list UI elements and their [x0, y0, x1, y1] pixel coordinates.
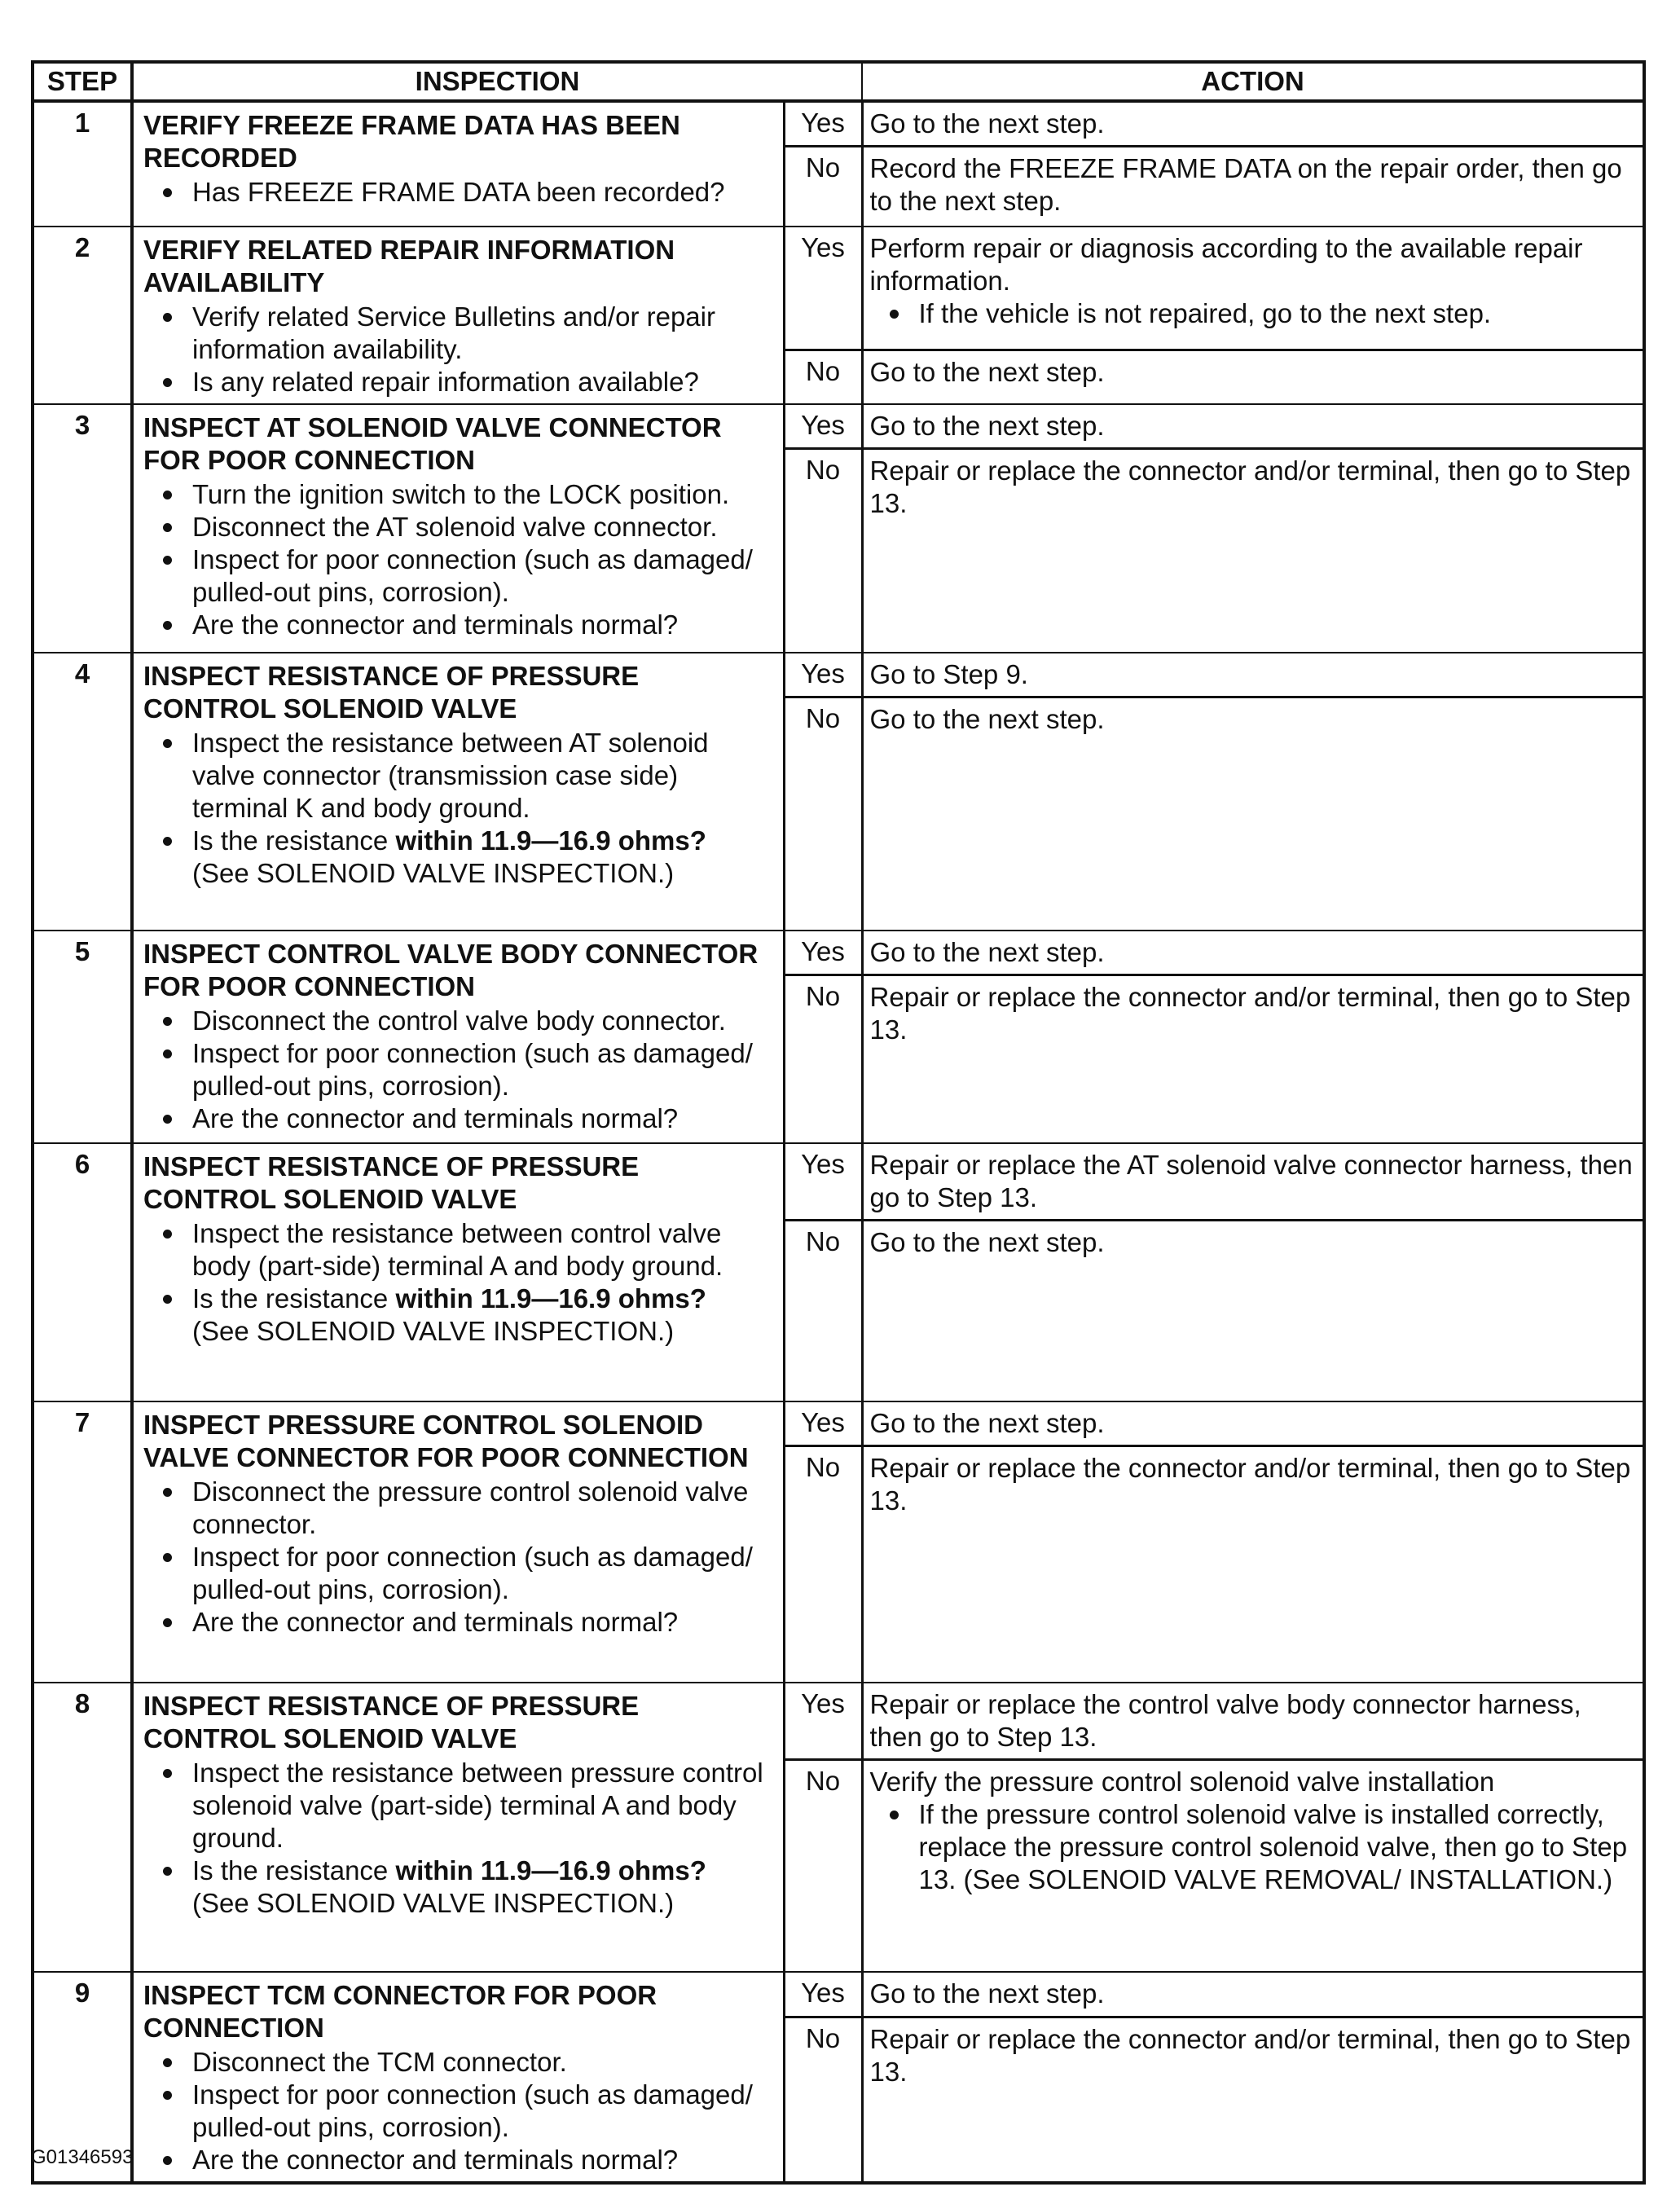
yes-action-text: Repair or replace the AT solenoid valve connector harness, then go to Step 13. [869, 1150, 1633, 1212]
yes-action [862, 1683, 1644, 1760]
inspection-cell [132, 1401, 784, 1683]
step-number: 3 [33, 404, 132, 653]
inspection-bullet: Disconnect the TCM connector. [192, 2046, 775, 2079]
no-action-text: Go to the next step. [869, 704, 1105, 734]
yes-action [862, 931, 1644, 975]
inspection-bullet: Has FREEZE FRAME DATA been recorded? [192, 176, 775, 209]
yes-action [862, 404, 1644, 449]
inspection-bullet: Verify related Service Bulletins and/or repair information availability. [192, 301, 775, 366]
inspection-bullet: Are the connector and terminals normal? [192, 1102, 775, 1135]
inspection-title: INSPECT RESISTANCE OF PRESSURE CONTROL SOLENOID VALVE [143, 1151, 640, 1214]
yes-action [862, 227, 1644, 350]
yes-action [862, 1972, 1644, 2017]
no-action-text: Repair or replace the connector and/or terminal, then go to Step 13. [869, 455, 1631, 518]
no-action-text: Go to the next step. [869, 357, 1105, 388]
yes-action [862, 653, 1644, 697]
no-action-text: Record the FREEZE FRAME DATA on the repair order, then go to the next step. [869, 153, 1622, 216]
inspection-bullet: Inspect for poor connection (such as damaged/ pulled-out pins, corrosion). [192, 2079, 775, 2144]
yes-label: Yes [784, 931, 862, 975]
inspection-bullets [143, 301, 775, 398]
yes-label: Yes [784, 227, 862, 350]
inspection-cell [132, 1683, 784, 1972]
inspection-bullet: Is any related repair information available? [192, 366, 775, 398]
inspection-bullets [143, 1217, 775, 1348]
no-action [862, 147, 1644, 227]
inspection-title: VERIFY FREEZE FRAME DATA HAS BEEN RECORDED [143, 110, 680, 173]
no-label: No [784, 697, 862, 931]
resistance-question [192, 825, 775, 890]
inspection-bullet: Inspect for poor connection (such as damaged/ pulled-out pins, corrosion). [192, 543, 775, 609]
header-inspection: INSPECTION [132, 62, 862, 101]
inspection-bullets [143, 478, 775, 641]
yes-action-text: Go to the next step. [869, 411, 1105, 441]
step-number: 1 [33, 101, 132, 227]
step-number: 6 [33, 1143, 132, 1401]
yes-label: Yes [784, 1143, 862, 1221]
table-row [33, 1683, 1644, 1760]
yes-action-text: Go to the next step. [869, 937, 1105, 967]
step-number: 4 [33, 653, 132, 931]
no-label: No [784, 449, 862, 653]
reference-note: (See SOLENOID VALVE INSPECTION.) [192, 858, 675, 888]
yes-action-text: Go to the next step. [869, 1408, 1105, 1438]
inspection-bullets [143, 1476, 775, 1639]
yes-label: Yes [784, 653, 862, 697]
header-step: STEP [33, 62, 132, 101]
table-header-row [33, 62, 1644, 101]
resistance-spec: within 11.9—16.9 ohms? [395, 1283, 706, 1313]
table-row [33, 1143, 1644, 1221]
table-row [33, 404, 1644, 449]
yes-label: Yes [784, 1401, 862, 1446]
no-label: No [784, 350, 862, 404]
yes-action-text: Perform repair or diagnosis according to the available repair information. [869, 233, 1583, 296]
inspection-bullets [143, 176, 775, 209]
inspection-title: INSPECT TCM CONNECTOR FOR POOR CONNECTION [143, 1980, 657, 2043]
no-action-bullets [870, 1798, 1634, 1896]
step-number: 8 [33, 1683, 132, 1972]
yes-action-text: Go to the next step. [869, 108, 1105, 139]
question-text: Is the resistance [192, 825, 396, 856]
inspection-bullets [143, 2046, 775, 2176]
reference-note: (See SOLENOID VALVE INSPECTION.) [192, 1888, 675, 1918]
no-action-text: Repair or replace the connector and/or terminal, then go to Step 13. [869, 2024, 1631, 2088]
inspection-bullet: Are the connector and terminals normal? [192, 1606, 775, 1639]
yes-label: Yes [784, 101, 862, 147]
no-action-bullet: If the pressure control solenoid valve is installed correctly, replace the pressure control solenoid valve, then go to Step 13. (See SOLENOID VALVE REMOVAL/ INSTALLATION.) [919, 1798, 1634, 1896]
no-action-text: Repair or replace the connector and/or terminal, then go to Step 13. [869, 982, 1631, 1045]
table-row [33, 931, 1644, 975]
yes-action [862, 1143, 1644, 1221]
inspection-bullet: Turn the ignition switch to the LOCK position. [192, 478, 775, 511]
table-row [33, 1972, 1644, 2017]
table-row [33, 653, 1644, 697]
inspection-bullet: Inspect the resistance between AT solenoid valve connector (transmission case side) terminal K and body ground. [192, 727, 775, 825]
figure-id: G01346593 [31, 2146, 134, 2168]
inspection-bullet: Inspect the resistance between pressure control solenoid valve (part-side) terminal A and body ground. [192, 1757, 775, 1855]
inspection-title: INSPECT RESISTANCE OF PRESSURE CONTROL SOLENOID VALVE [143, 1691, 640, 1753]
yes-action [862, 101, 1644, 147]
no-action [862, 1446, 1644, 1683]
no-action-text: Repair or replace the connector and/or terminal, then go to Step 13. [869, 1453, 1631, 1516]
inspection-title: INSPECT AT SOLENOID VALVE CONNECTOR FOR POOR CONNECTION [143, 412, 722, 475]
no-label: No [784, 1446, 862, 1683]
inspection-bullet: Disconnect the control valve body connector. [192, 1005, 775, 1037]
resistance-spec: within 11.9—16.9 ohms? [395, 1855, 706, 1885]
diagnostic-procedure-table [31, 60, 1646, 2185]
inspection-bullet: Inspect for poor connection (such as damaged/ pulled-out pins, corrosion). [192, 1541, 775, 1606]
inspection-cell [132, 653, 784, 931]
no-action-text: Verify the pressure control solenoid valve installation [869, 1767, 1495, 1797]
no-label: No [784, 1760, 862, 1973]
table-row [33, 1401, 1644, 1446]
no-label: No [784, 147, 862, 227]
yes-action-text: Go to the next step. [869, 1978, 1105, 2009]
table-row [33, 101, 1644, 147]
inspection-title: INSPECT PRESSURE CONTROL SOLENOID VALVE CONNECTOR FOR POOR CONNECTION [143, 1410, 749, 1472]
inspection-title: INSPECT CONTROL VALVE BODY CONNECTOR FOR POOR CONNECTION [143, 939, 759, 1001]
table-row [33, 227, 1644, 350]
yes-label: Yes [784, 1972, 862, 2017]
inspection-bullets [143, 1757, 775, 1920]
reference-note: (See SOLENOID VALVE INSPECTION.) [192, 1316, 675, 1346]
no-action [862, 975, 1644, 1144]
no-label: No [784, 2017, 862, 2183]
step-number: 5 [33, 931, 132, 1143]
inspection-cell [132, 227, 784, 404]
question-text: Is the resistance [192, 1855, 396, 1885]
inspection-bullet: Are the connector and terminals normal? [192, 609, 775, 641]
inspection-cell [132, 404, 784, 653]
resistance-question [192, 1283, 775, 1348]
inspection-cell [132, 1143, 784, 1401]
yes-action-text: Go to Step 9. [869, 659, 1028, 689]
step-number: 7 [33, 1401, 132, 1683]
inspection-bullet: Inspect the resistance between control valve body (part-side) terminal A and body ground. [192, 1217, 775, 1283]
no-label: No [784, 975, 862, 1144]
inspection-bullets [143, 1005, 775, 1135]
inspection-bullet: Disconnect the pressure control solenoid valve connector. [192, 1476, 775, 1541]
resistance-question [192, 1855, 775, 1920]
no-action [862, 697, 1644, 931]
no-action [862, 350, 1644, 404]
inspection-cell [132, 101, 784, 227]
no-action [862, 2017, 1644, 2183]
inspection-cell [132, 931, 784, 1143]
no-action [862, 449, 1644, 653]
yes-action [862, 1401, 1644, 1446]
yes-label: Yes [784, 1683, 862, 1760]
inspection-cell [132, 1972, 784, 2183]
step-number: 2 [33, 227, 132, 404]
yes-action-text: Repair or replace the control valve body connector harness, then go to Step 13. [869, 1689, 1581, 1752]
question-text: Is the resistance [192, 1283, 396, 1313]
inspection-bullet: Are the connector and terminals normal? [192, 2144, 775, 2176]
inspection-bullet: Disconnect the AT solenoid valve connector. [192, 511, 775, 543]
inspection-title: VERIFY RELATED REPAIR INFORMATION AVAILABILITY [143, 235, 675, 297]
inspection-bullet: Inspect for poor connection (such as damaged/ pulled-out pins, corrosion). [192, 1037, 775, 1102]
inspection-bullets [143, 727, 775, 890]
no-action [862, 1760, 1644, 1973]
resistance-spec: within 11.9—16.9 ohms? [395, 825, 706, 856]
inspection-title: INSPECT RESISTANCE OF PRESSURE CONTROL SOLENOID VALVE [143, 661, 640, 724]
no-action [862, 1221, 1644, 1402]
yes-action-bullet: If the vehicle is not repaired, go to the next step. [919, 297, 1634, 330]
no-action-text: Go to the next step. [869, 1227, 1105, 1257]
no-label: No [784, 1221, 862, 1402]
step-number: 9 [33, 1972, 132, 2183]
yes-label: Yes [784, 404, 862, 449]
yes-action-bullets [870, 297, 1634, 330]
header-action: ACTION [862, 62, 1644, 101]
